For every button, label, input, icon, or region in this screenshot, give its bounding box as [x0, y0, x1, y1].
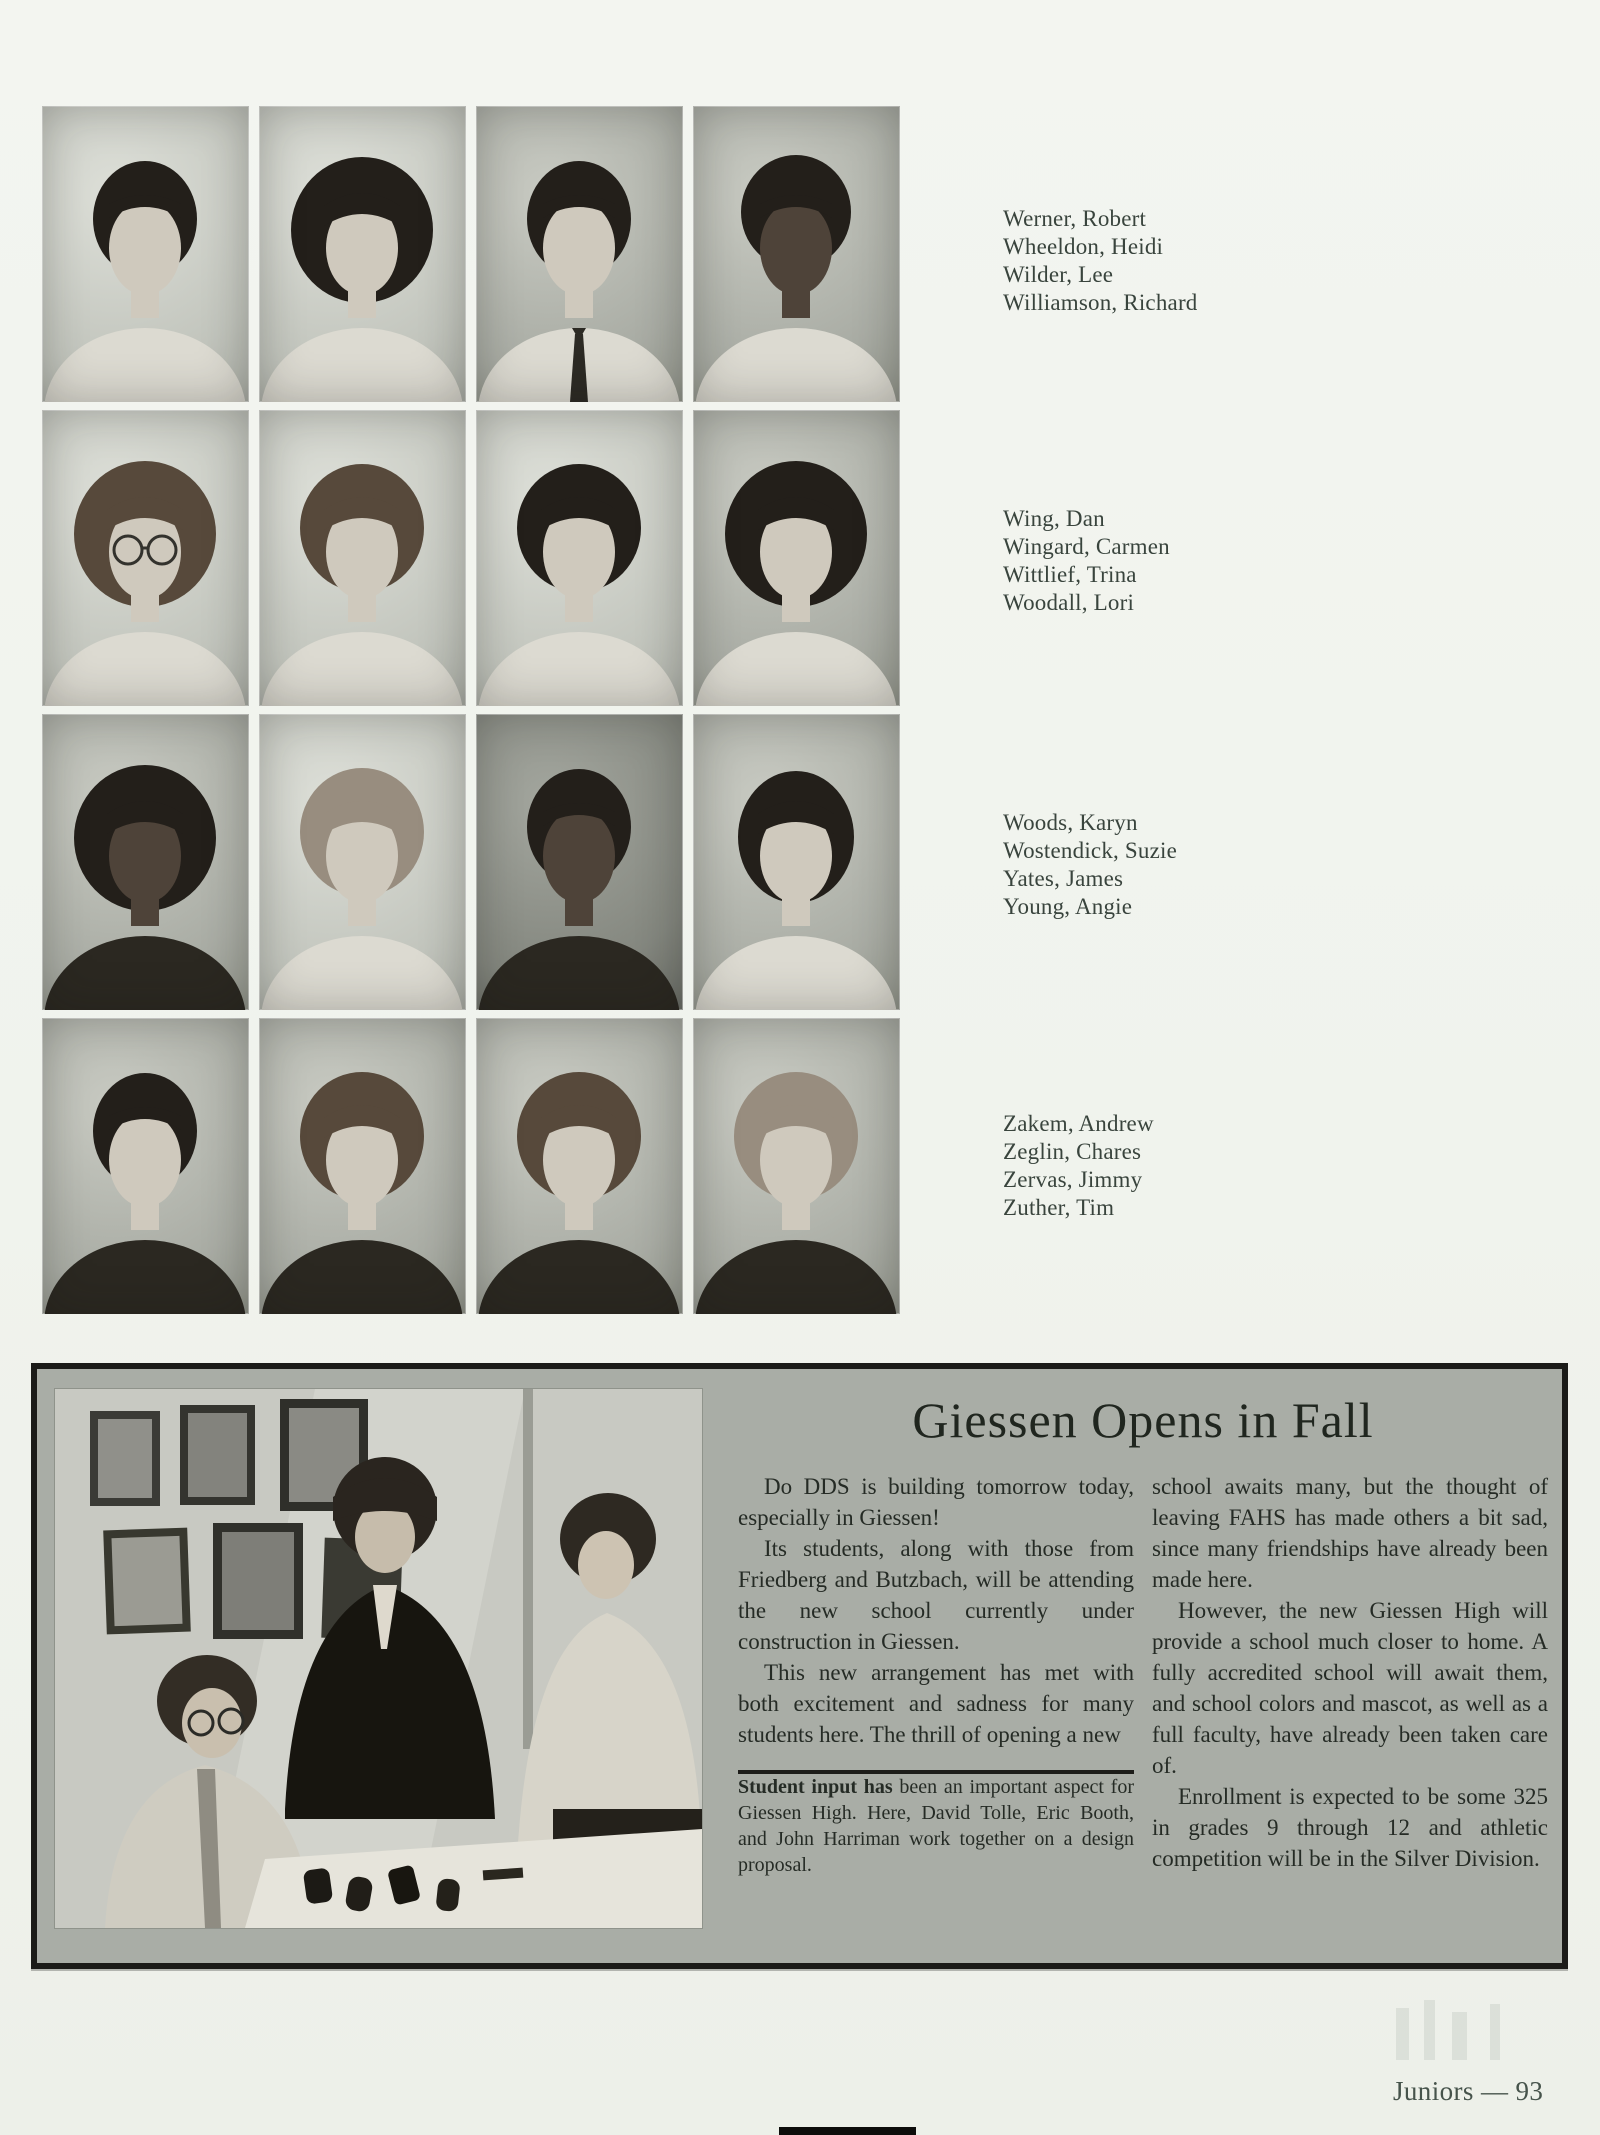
student-name: Young, Angie [1003, 894, 1133, 919]
feature-article-box [31, 1363, 1568, 1969]
feature-photo-illustration [55, 1389, 702, 1928]
portrait-photo [693, 410, 900, 706]
name-list-row3 [1003, 809, 1343, 921]
scan-edge-mark [779, 2127, 916, 2135]
student-name: Wing, Dan [1003, 506, 1105, 531]
portrait-photo [693, 106, 900, 402]
portrait-photo [42, 410, 249, 706]
student-name: Zervas, Jimmy [1003, 1167, 1143, 1192]
article-paragraph: Its students, along with those from Friedberg and Butzbach, will be attending the new school currently under construction in Giessen. [738, 1536, 1134, 1654]
scan-ghost-mark [1490, 2004, 1500, 2060]
article-paragraph: Enrollment is expected to be some 325 in grades 9 through 12 and athletic competition will be in the Silver Division. [1152, 1784, 1548, 1871]
scan-ghost-mark [1396, 2008, 1409, 2060]
portrait-photo [693, 714, 900, 1010]
student-name: Zakem, Andrew [1003, 1111, 1154, 1136]
student-name: Wingard, Carmen [1003, 534, 1170, 559]
student-name: Zeglin, Chares [1003, 1139, 1142, 1164]
portrait-photo [42, 714, 249, 1010]
article-paragraph: However, the new Giessen High will provide a school much closer to home. A fully accredited school will await them, and school colors and mascot, as well as a full faculty, have already been taken care of. [1152, 1598, 1548, 1778]
student-name: Wostendick, Suzie [1003, 838, 1178, 863]
portrait-photo [259, 106, 466, 402]
student-name: Zuther, Tim [1003, 1195, 1115, 1220]
article-right-column [1152, 1471, 1548, 1878]
photo-caption [738, 1774, 1134, 1878]
student-name: Wheeldon, Heidi [1003, 234, 1164, 259]
student-name: Wilder, Lee [1003, 262, 1114, 287]
name-list-row1 [1003, 205, 1343, 317]
student-name: Werner, Robert [1003, 206, 1147, 231]
portrait-photo [259, 410, 466, 706]
portrait-photo [42, 106, 249, 402]
article-paragraph: Do DDS is building tomorrow today, especially in Giessen! [738, 1474, 1134, 1530]
portrait-photo [259, 714, 466, 1010]
student-name: Wittlief, Trina [1003, 562, 1137, 587]
feature-photo [55, 1389, 702, 1928]
student-name: Yates, James [1003, 866, 1124, 891]
scan-ghost-mark [1452, 2012, 1467, 2060]
photo-caption-body: been an important aspect for Giessen High. Here, David Tolle, Eric Booth, and John Harriman work together on a design proposal. [738, 1776, 1135, 1876]
feature-article [738, 1389, 1548, 1937]
portrait-photo [693, 1018, 900, 1314]
name-list-row4 [1003, 1110, 1343, 1222]
student-name: Woodall, Lori [1003, 590, 1135, 615]
portrait-photo [259, 1018, 466, 1314]
article-left-column [738, 1471, 1134, 1878]
photo-caption-lead: Student input has [738, 1776, 893, 1798]
student-name: Williamson, Richard [1003, 290, 1198, 315]
portrait-photo [476, 410, 683, 706]
portrait-photo [42, 1018, 249, 1314]
portrait-photo [476, 1018, 683, 1314]
portrait-grid [42, 106, 900, 1314]
portrait-photo [476, 106, 683, 402]
scan-ghost-mark [1424, 2000, 1435, 2060]
student-name: Woods, Karyn [1003, 810, 1138, 835]
name-list-row2 [1003, 505, 1343, 617]
portrait-photo [476, 714, 683, 1010]
article-paragraph: This new arrangement has met with both excitement and sadness for many students here. The thrill of opening a new [738, 1660, 1134, 1747]
page-footer: Juniors — 93 [1393, 2076, 1544, 2106]
article-title: Giessen Opens in Fall [912, 1392, 1374, 1448]
article-paragraph: school awaits many, but the thought of leaving FAHS has made others a bit sad, since many friendships have already been made here. [1152, 1474, 1548, 1592]
